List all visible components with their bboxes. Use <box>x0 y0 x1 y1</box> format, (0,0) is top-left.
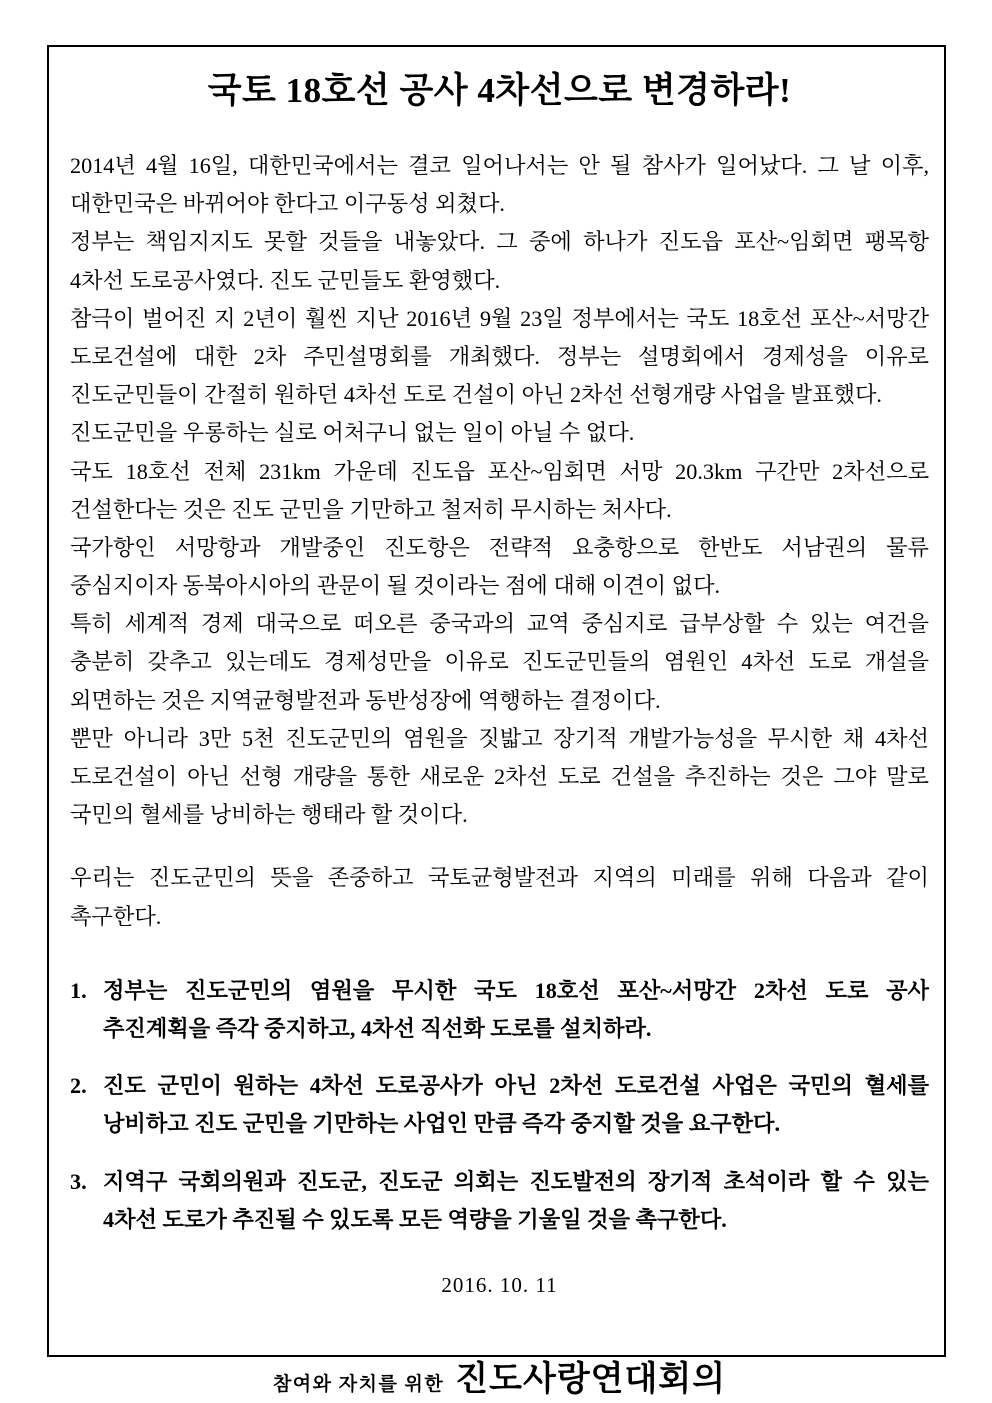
demands-list <box>70 972 929 1239</box>
list-item-text: 지역구 국회의원과 진도군, 진도군 의회는 진도발전의 장기적 초석이라 할 수 있는 4차선 도로가 추진될 수 있도록 모든 역량을 기울일 것을 촉구한다. <box>103 1168 929 1232</box>
list-item <box>70 1067 929 1143</box>
paragraph: 2014년 4월 16일, 대한민국에서는 결코 일어나서는 안 될 참사가 일어났다. 그 날 이후, 대한민국은 바뀌어야 한다고 이구동성 외쳤다. <box>70 153 929 217</box>
signature-block <box>70 1351 929 1400</box>
paragraph: 진도군민을 우롱하는 실로 어처구니 없는 일이 아닐 수 없다. <box>70 420 635 446</box>
list-item-text: 정부는 진도군민의 염원을 무시한 국도 18호선 포산~서망간 2차선 도로 공사 추진계획을 즉각 중지하고, 4차선 직선화 도로를 설치하라. <box>103 977 929 1041</box>
signature-prefix: 참여와 자치를 위한 <box>272 1373 445 1395</box>
paragraph: 특히 세계적 경제 대국으로 떠오른 중국과의 교역 중심지로 급부상할 수 있는 여건을 충분히 갖추고 있는데도 경제성만을 이유로 진도군민들의 염원인 4차선 도로 개설을 외면하는 것은 지역균형발전과 동반성장에 역행하는 결정이다. <box>70 611 929 713</box>
list-item-text: 진도 군민이 원하는 4차선 도로공사가 아닌 2차선 도로건설 사업은 국민의 혈세를 낭비하고 진도 군민을 기만하는 사업인 만큼 즉각 중지할 것을 요구한다. <box>103 1073 929 1137</box>
document-content <box>70 47 929 1398</box>
list-item-number: 3. <box>70 1168 87 1194</box>
closing-paragraph: 우리는 진도군민의 뜻을 존중하고 국토균형발전과 지역의 미래를 위해 다음과 같이 촉구한다. <box>70 865 929 929</box>
paragraph: 국가항인 서망항과 개발중인 진도항은 전략적 요충항으로 한반도 서남권의 물류 중심지이자 동북아시아의 관문이 될 것이라는 점에 대해 이견이 없다. <box>70 534 929 599</box>
document-border-frame <box>47 45 946 1398</box>
list-item-number: 1. <box>70 977 87 1003</box>
document-date: 2016. 10. 11 <box>441 1272 558 1297</box>
paragraph: 국도 18호선 전체 231km 가운데 진도읍 포산~임회면 서망 20.3km 구간만 2차선으로 건설한다는 것은 진도 군민을 기만하고 철저히 무시하는 처사다. <box>70 458 929 522</box>
paragraph: 뿐만 아니라 3만 5천 진도군민의 염원을 짓밟고 장기적 개발가능성을 무시한 채 4차선 도로건설이 아닌 선형 개량을 통한 새로운 2차선 도로 건설을 추진하는 것은 그야 말로 국민의 혈세를 낭비하는 행태라 할 것이다. <box>70 725 929 828</box>
paragraph: 정부는 책임지지도 못할 것들을 내놓았다. 그 중에 하나가 진도읍 포산~임회면 팽목항 4차선 도로공사였다. 진도 군민들도 환영했다. <box>70 229 929 293</box>
list-item <box>70 972 929 1048</box>
page-title: 국토 18호선 공사 4차선으로 변경하라! <box>207 71 792 110</box>
list-item-number: 2. <box>70 1073 87 1099</box>
signature-organization: 진도사랑연대회의 <box>455 1360 727 1398</box>
paragraph: 참극이 벌어진 지 2년이 훨씬 지난 2016년 9월 23일 정부에서는 국도 18호선 포산~서망간 도로건설에 대한 2차 주민설명회를 개최했다. 정부는 설명회에서 경제성을 이유로 진도군민들이 간절히 원하던 4차선 도로 건설이 아닌 2차선 선형개량 사업을 발표했다. <box>70 305 929 408</box>
list-item <box>70 1163 929 1239</box>
body-paragraphs <box>70 147 929 936</box>
